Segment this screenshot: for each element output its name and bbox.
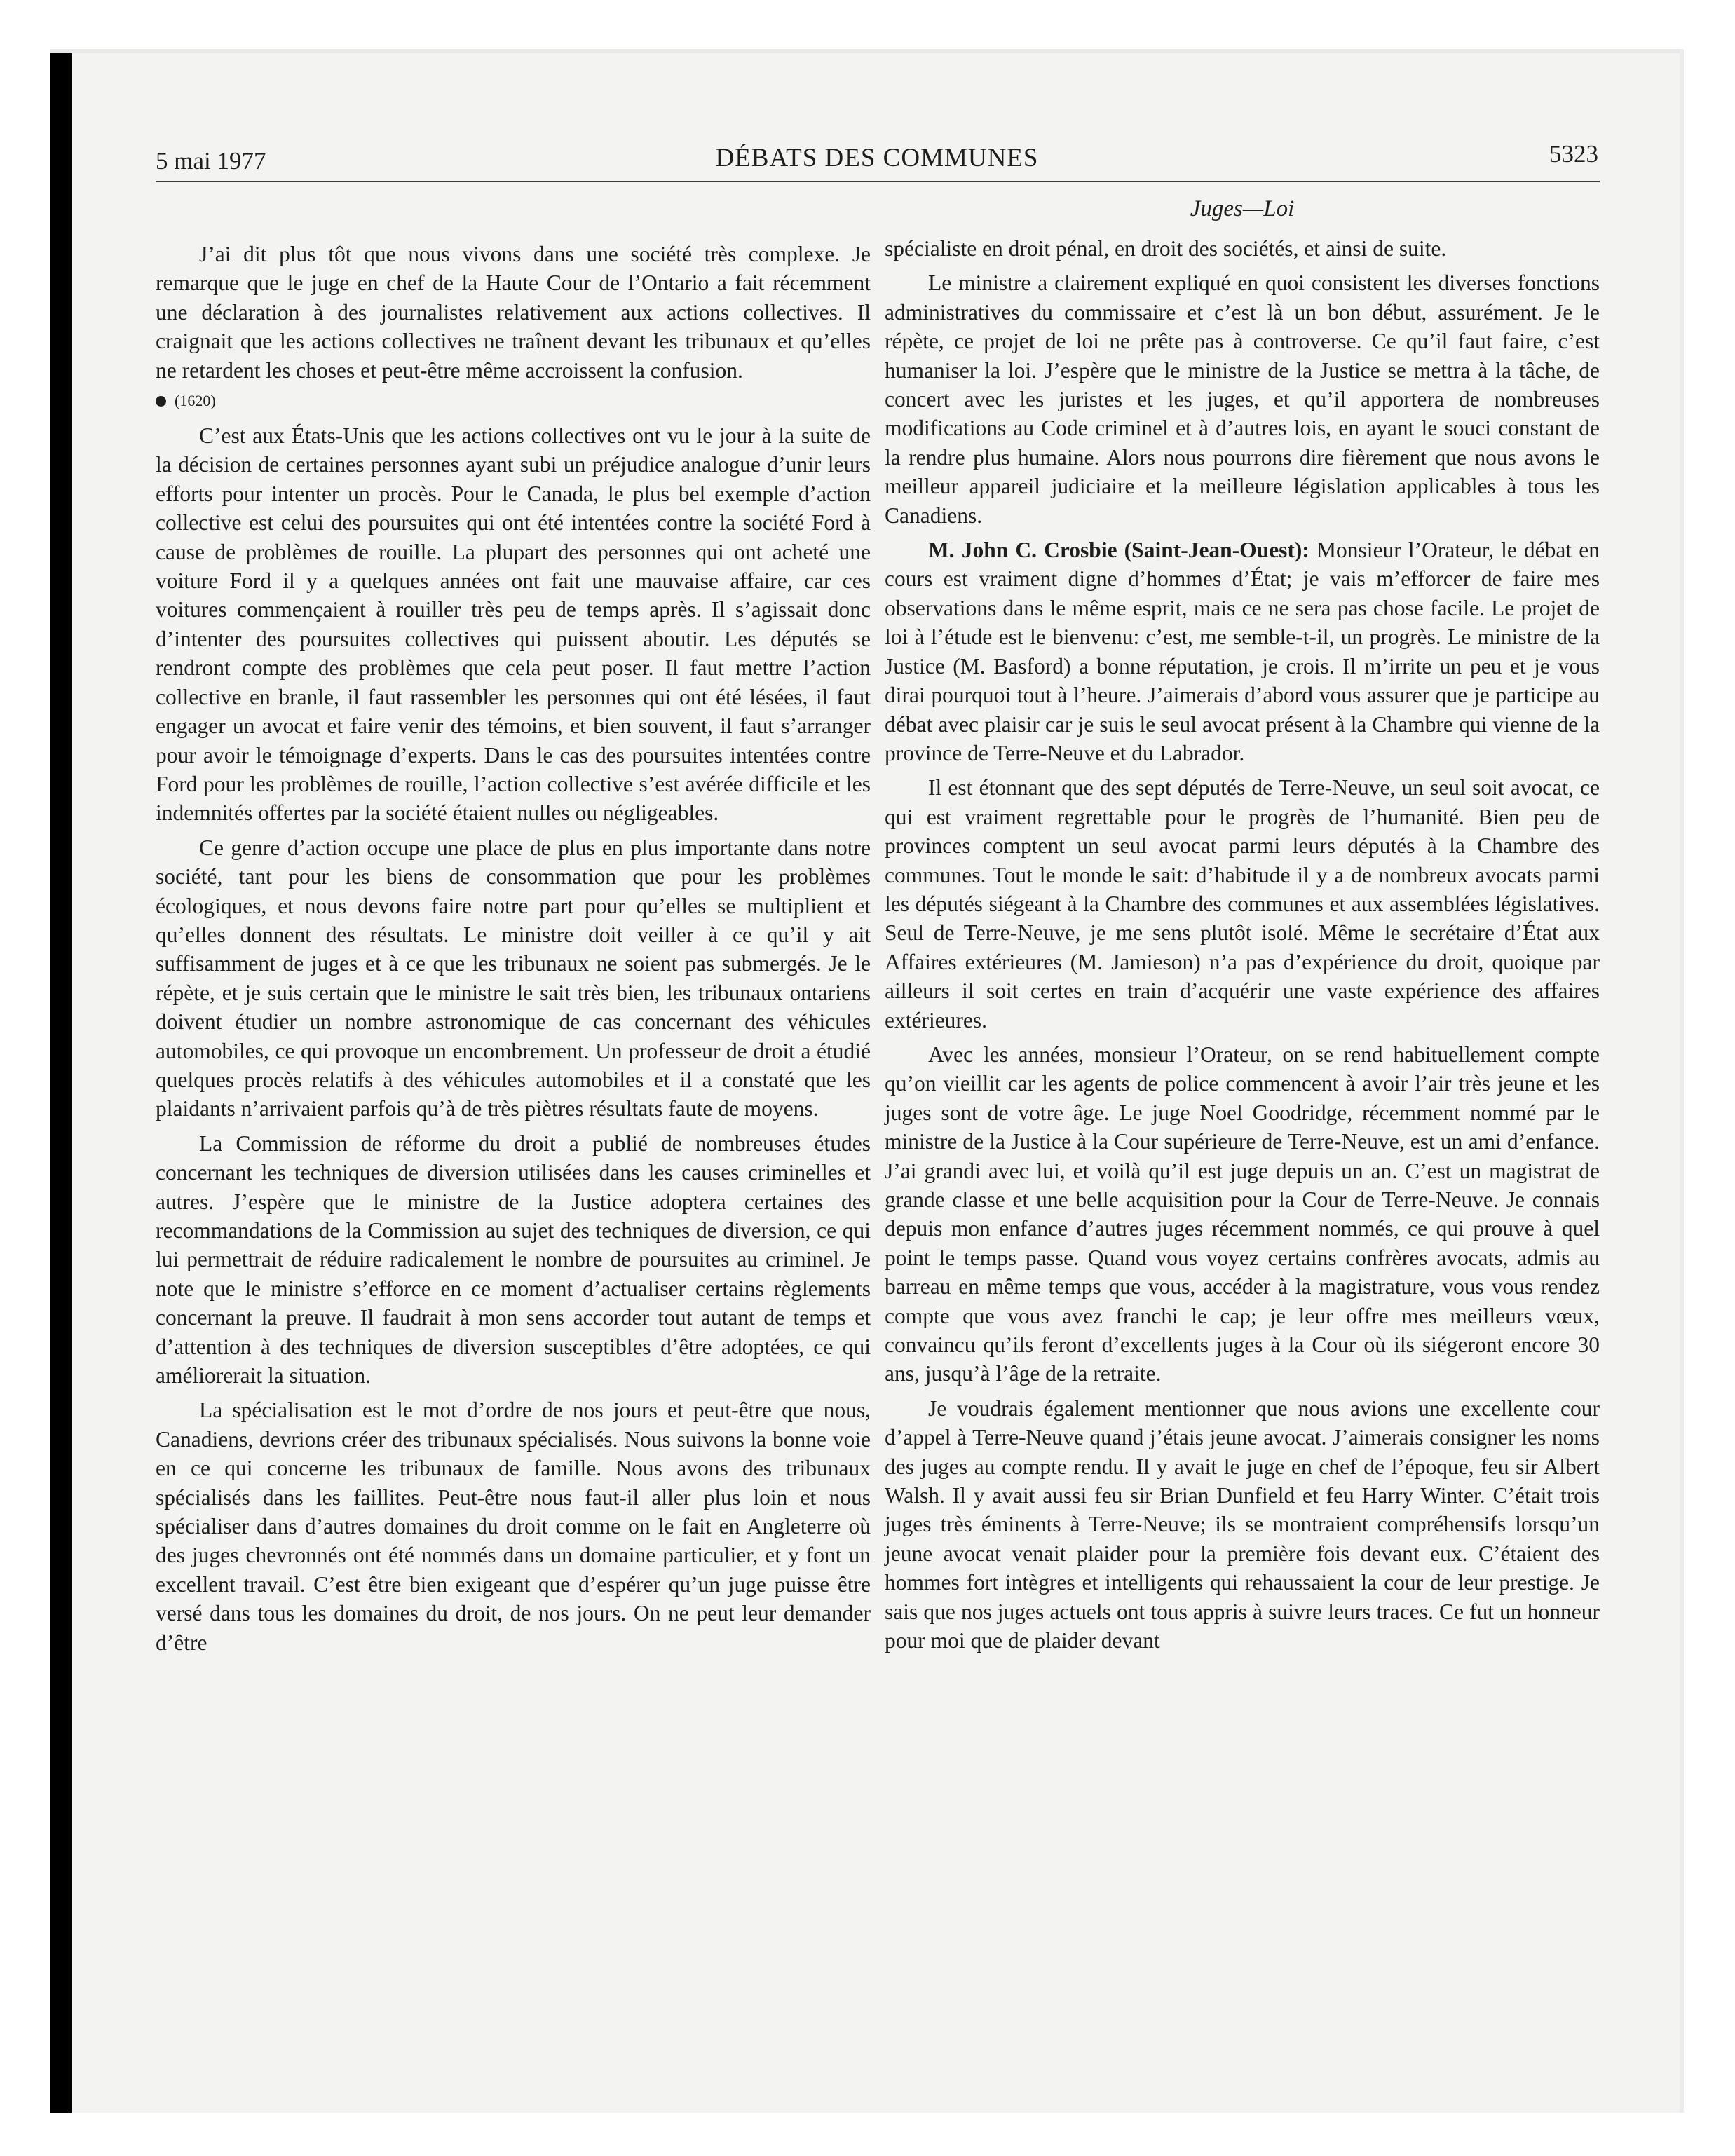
- speaker-name: M. John C. Crosbie (Saint-Jean-Ouest):: [928, 538, 1309, 563]
- paragraph: Je voudrais également mentionner que nous avions une excellente cour d’appel à Terre-Neuve quand j’étais jeune avocat. J’aimerais consigner les noms des juges au compte rendu. Il y avait le juge en chef de l’époque, feu sir Albert Walsh. Il y avait aussi feu sir Brian Dunfield et feu Harry Winter. C’était trois juges très éminents à Terre-Neuve; ils se montraient compréhensifs lorsqu’un jeune avocat venait plaider pour la première fois devant eux. C’étaient des hommes fort intègres et intelligents qui rehaussaient la cour de leur prestige. Je sais que nos juges actuels ont tous appris à suivre leurs traces. Ce fut un honneur pour moi que de plaider devant: [885, 1396, 1600, 1653]
- header-rule: [156, 181, 1600, 182]
- scan-border-left: [50, 49, 72, 2113]
- paragraph: Il est étonnant que des sept députés de Terre-Neuve, un seul soit avocat, ce qui est vraiment regrettable pour le progrès de l’humanité. Bien peu de provinces comptent un seul avocat parmi leurs députés à la Chambre des communes. Tout le monde le sait: d’habitude il y a de nombreux avocats parmi les députés siégeant à la Chambre des communes et aux assemblées législatives. Seul de Terre-Neuve, je me sens plutôt isolé. Même le secrétaire d’État aux Affaires extérieures (M. Jamieson) n’a pas d’expérience du droit, quoique par ailleurs il soit certes en train d’acquérir une vaste expérience des affaires extérieures.: [885, 775, 1600, 1032]
- header-title: DÉBATS DES COMMUNES: [715, 144, 1039, 172]
- paragraph: spécialiste en droit pénal, en droit des sociétés, et ainsi de suite.: [885, 236, 1447, 261]
- time-marker: [156, 390, 871, 411]
- paragraph: C’est aux États-Unis que les actions collectives ont vu le jour à la suite de la décision de certaines personnes ayant subi un préjudice analogue d’unir leurs efforts pour intenter un procès. Pour le Canada, le plus bel exemple d’action collective est celui des poursuites qui ont été intentées contre la société Ford à cause de problèmes de rouille. La plupart des personnes qui ont acheté une voiture Ford il y a quelques années ont fait une mauvaise affaire, car ces voitures commençaient à rouiller très peu de temps après. Il s’agissait donc d’intenter des poursuites collectives qui puissent aboutir. Les députés se rendront compte des problèmes que cela peut poser. Il faut mettre l’action collective en branle, il faut rassembler les personnes qui ont été lésées, il faut engager un avocat et faire venir des témoins, et bien souvent, il faut s’arranger pour avoir le témoignage d’experts. Dans le cas des poursuites intentées contre Ford pour les problèmes de rouille, l’action collective s’est avérée difficile et les indemnités offertes par la société étaient nulles ou négligeables.: [156, 423, 871, 826]
- speech-text: Monsieur l’Orateur, le débat en cours est vraiment digne d’hommes d’État; je vais m’efforcer de faire mes observations dans le même esprit, mais ce ne sera pas chose facile. Le projet de loi à l’étude est le bienvenu: c’est, me semble-t-il, un progrès. Le ministre de la Justice (M. Basford) a bonne réputation, je crois. Il m’irrite un peu et je vous dirai pourquoi tout à l’heure. J’aimerais d’abord vous assurer que je participe au débat avec plaisir car je suis le seul avocat présent à la Chambre qui vienne de la province de Terre-Neuve et du Labrador.: [885, 538, 1600, 765]
- speaker-paragraph: [885, 535, 1600, 767]
- paragraph: Avec les années, monsieur l’Orateur, on se rend habituellement compte qu’on vieillit car les agents de police commencent à avoir l’air très jeune et les juges sont de votre âge. Le juge Noel Goodridge, récemment nommé par le ministre de la Justice à la Cour supérieure de Terre-Neuve, est un ami d’enfance. J’ai grandi avec lui, et voilà qu’il est juge depuis un an. C’est un magistrat de grande classe et une belle acquisition pour la Cour de Terre-Neuve. Je connais depuis mon enfance d’autres juges récemment nommés, ce qui prouve à quel point le temps passe. Quand vous voyez certains confrères avocats, admis au barreau en même temps que vous, accéder à la magistrature, vous vous rendez compte que vous avez franchi le cap; je leur offre mes meilleurs vœux, convaincu qu’ils feront d’excellents juges à la Cour où ils siégeront encore 30 ans, jusqu’à l’âge de la retraite.: [885, 1042, 1600, 1386]
- paragraph: Ce genre d’action occupe une place de plus en plus importante dans notre société, tant pour les biens de consommation que pour les problèmes écologiques, et nous devons faire notre part pour qu’elles se multiplient et qu’elles donnent des résultats. Le ministre doit veiller à ce qu’il y ait suffisamment de juges et à ce que les tribunaux ne soient pas submergés. Je le répète, et je suis certain que le ministre le sait très bien, les tribunaux ontariens doivent étudier un nombre astronomique de cas concernant des véhicules automobiles, ce qui provoque un encombrement. Un professeur de droit a étudié quelques procès relatifs à des véhicules automobiles et il a constaté que les plaidants n’arrivaient parfois qu’à de très piètres résultats faute de moyens.: [156, 835, 871, 1121]
- header-date: 5 mai 1977: [156, 147, 266, 175]
- header-page-number: 5323: [1549, 140, 1598, 168]
- paragraph: La Commission de réforme du droit a publié de nombreuses études concernant les techniques de diversion utilisées dans les causes criminelles et autres. J’espère que le ministre de la Justice adoptera certaines des recommandations de la Commission au sujet des techniques de diversion, ce qui lui permettrait de réduire radicalement le nombre de poursuites au criminel. Je note que le ministre s’efforce en ce moment d’actualiser certains règlements concernant la preuve. Il faudrait à mon sens accorder tout autant de temps et d’attention à des techniques de diversion susceptibles d’être adoptées, ce qui améliorerait la situation.: [156, 1131, 871, 1389]
- scan-border-right: [1680, 49, 1684, 2113]
- paragraph: La spécialisation est le mot d’ordre de nos jours et peut-être que nous, Canadiens, devrions créer des tribunaux spécialisés. Nous suivons la bonne voie en ce qui concerne les tribunaux de famille. Nous avons des tribunaux spécialisés dans les faillites. Peut-être nous faut-il aller plus loin et nous spécialiser dans d’autres domaines du droit comme on le fait en Angleterre où des juges chevronnés ont été nommés dans un domaine particulier, et y font un excellent travail. C’est être bien exigeant que d’espérer qu’un juge puisse être versé dans tous les domaines du droit, de nos jours. On ne peut leur demander d’être: [156, 1398, 871, 1655]
- running-head: Juges—Loi: [1190, 196, 1295, 221]
- left-column: [156, 240, 871, 1663]
- page-header: [156, 139, 1598, 181]
- right-column: [885, 234, 1600, 1661]
- bullet-dot-icon: [156, 396, 166, 407]
- paragraph: Le ministre a clairement expliqué en quoi consistent les diverses fonctions administratives du commissaire et c’est là un bon début, assurément. Je le répète, ce projet de loi ne prête pas à controverse. Ce qu’il faut faire, c’est humaniser la loi. J’espère que le ministre de la Justice se mettra à la tâche, de concert avec les juristes et les juges, et qu’il apportera de nombreuses modifications au Code criminel et à d’autres lois, en ayant le souci constant de la rendre plus humaine. Alors nous pourrons dire fièrement que nous avons le meilleur appareil judiciaire et la meilleure législation applicables à tous les Canadiens.: [885, 271, 1600, 528]
- time-marker-label: (1620): [175, 392, 216, 410]
- paragraph: J’ai dit plus tôt que nous vivons dans une société très complexe. Je remarque que le juge en chef de la Haute Cour de l’Ontario a fait récemment une déclaration à des journalistes relativement aux actions collectives. Il craignait que les actions collectives ne traînent devant les tribunaux et qu’elles ne retardent les choses et peut-être même accroissent la confusion.: [156, 242, 871, 383]
